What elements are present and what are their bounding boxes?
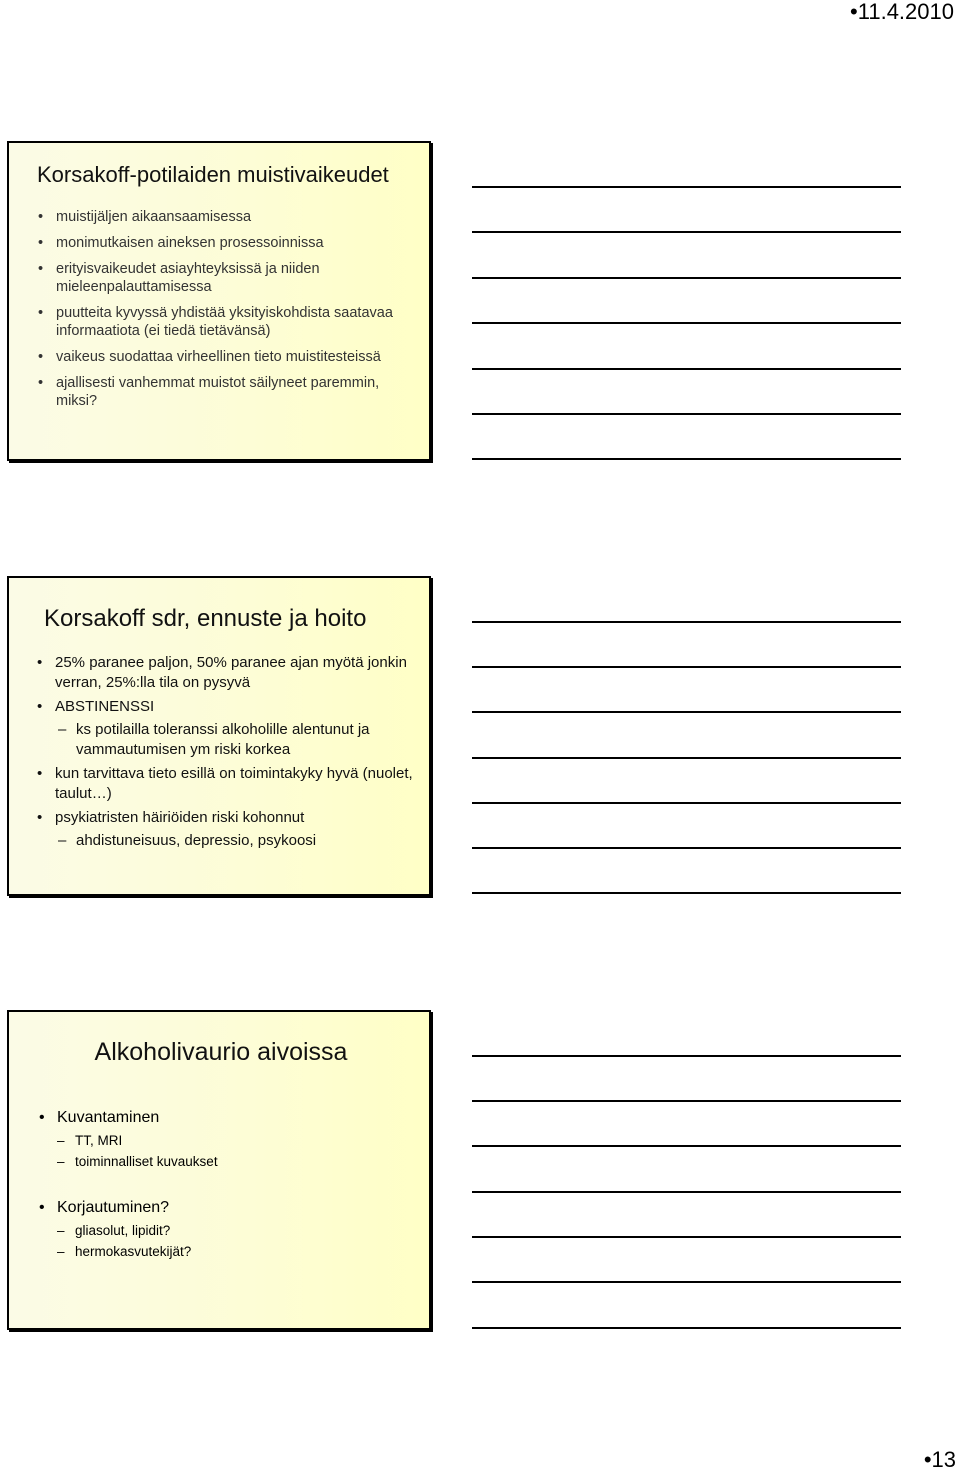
note-line — [472, 186, 901, 188]
note-line — [472, 666, 901, 668]
bullet-icon: • — [38, 349, 44, 365]
bullet-text: 25% paranee paljon, 50% paranee ajan myötä jonkin verran, 25%:lla tila on pysyvä — [55, 654, 407, 691]
note-line — [472, 847, 901, 849]
bullet-item — [37, 764, 417, 804]
bullet-item — [37, 653, 417, 693]
sub-text: toiminnalliset kuvaukset — [75, 1154, 218, 1169]
note-line — [472, 231, 901, 233]
slide-2 — [7, 576, 431, 896]
note-line — [472, 1327, 901, 1329]
note-line — [472, 711, 901, 713]
bullet-text: ajallisesti vanhemmat muistot säilyneet paremmin, miksi? — [56, 375, 380, 409]
note-line — [472, 802, 901, 804]
note-line — [472, 1055, 901, 1057]
bullet-text: kun tarvittava tieto esillä on toimintakyky hyvä (nuolet, taulut…) — [55, 765, 413, 802]
bullet-text: monimutkaisen aineksen prosessoinnissa — [56, 235, 324, 251]
slide-1 — [7, 141, 431, 461]
note-line — [472, 1145, 901, 1147]
bullet-item — [37, 808, 417, 851]
bullet-icon: • — [38, 209, 44, 225]
sub-item — [57, 1241, 399, 1262]
bullet-list — [39, 1108, 399, 1288]
bullet-icon: • — [39, 1199, 45, 1216]
bullet-icon: • — [37, 765, 43, 782]
bullet-icon: • — [39, 1109, 45, 1126]
sub-text: gliasolut, lipidit? — [75, 1223, 171, 1238]
sub-item — [57, 1151, 399, 1172]
bullet-text: erityisvaikeudet asiayhteyksissä ja niiden mieleenpalauttamisessa — [56, 261, 320, 295]
note-line — [472, 1100, 901, 1102]
bullet-item — [39, 1198, 399, 1262]
sub-item — [57, 1130, 399, 1151]
sub-list — [57, 1130, 399, 1172]
dash-icon: – — [57, 1133, 65, 1148]
bullet-list — [38, 208, 398, 418]
bullet-icon: • — [37, 809, 43, 826]
sub-list — [57, 1220, 399, 1262]
note-line — [472, 277, 901, 279]
bullet-text: puutteita kyvyssä yhdistää yksityiskohdista saatavaa informaatiota (ei tiedä tietävänsä) — [56, 305, 393, 339]
slide-title: Korsakoff-potilaiden muistivaikeudet — [37, 162, 389, 187]
dash-icon: – — [57, 1223, 65, 1238]
note-line — [472, 413, 901, 415]
bullet-text: vaikeus suodattaa virheellinen tieto muistitesteissä — [56, 349, 381, 365]
sub-text: TT, MRI — [75, 1133, 123, 1148]
page-number: •13 — [923, 1447, 956, 1472]
note-line — [472, 621, 901, 623]
sub-item — [57, 1220, 399, 1241]
bullet-item — [38, 374, 398, 410]
bullet-icon: • — [37, 698, 43, 715]
note-line — [472, 1191, 901, 1193]
bullet-item — [38, 304, 398, 340]
date-label: •11.4.2010 — [850, 0, 954, 24]
dash-icon: – — [58, 832, 67, 849]
bullet-icon: • — [38, 235, 44, 251]
bullet-icon: • — [38, 305, 44, 321]
bullet-text: Kuvantaminen — [57, 1109, 160, 1126]
dash-icon: – — [57, 1154, 65, 1169]
sub-list — [55, 720, 417, 760]
dash-icon: – — [57, 1244, 65, 1259]
bullet-item — [38, 234, 398, 252]
note-line — [472, 322, 901, 324]
sub-text: hermokasvutekijät? — [75, 1244, 192, 1259]
bullet-text: muistijäljen aikaansaamisessa — [56, 209, 252, 225]
bullet-item — [38, 260, 398, 296]
slide-3 — [7, 1010, 431, 1330]
sub-item — [58, 720, 417, 760]
bullet-item — [38, 208, 398, 226]
note-line — [472, 1236, 901, 1238]
bullet-text: Korjautuminen? — [57, 1199, 170, 1216]
slide-title: Korsakoff sdr, ennuste ja hoito — [44, 605, 367, 632]
bullet-text: psykiatristen häiriöiden riski kohonnut — [55, 809, 305, 826]
dash-icon: – — [58, 721, 67, 738]
note-line — [472, 892, 901, 894]
bullet-item — [37, 697, 417, 760]
bullet-icon: • — [37, 654, 43, 671]
bullet-list — [37, 653, 417, 855]
sub-text: ahdistuneisuus, depressio, psykoosi — [76, 832, 317, 849]
sub-text: ks potilailla toleranssi alkoholille alentunut ja vammautumisen ym riski korkea — [76, 721, 370, 758]
sub-list — [55, 831, 417, 851]
bullet-icon: • — [38, 261, 44, 277]
bullet-text: ABSTINENSSI — [55, 698, 155, 715]
slide-title: Alkoholivaurio aivoissa — [94, 1038, 348, 1066]
bullet-item — [39, 1108, 399, 1172]
bullet-icon: • — [38, 375, 44, 391]
note-line — [472, 1281, 901, 1283]
note-line — [472, 458, 901, 460]
sub-item — [58, 831, 417, 851]
note-line — [472, 368, 901, 370]
note-line — [472, 757, 901, 759]
bullet-item — [38, 348, 398, 366]
